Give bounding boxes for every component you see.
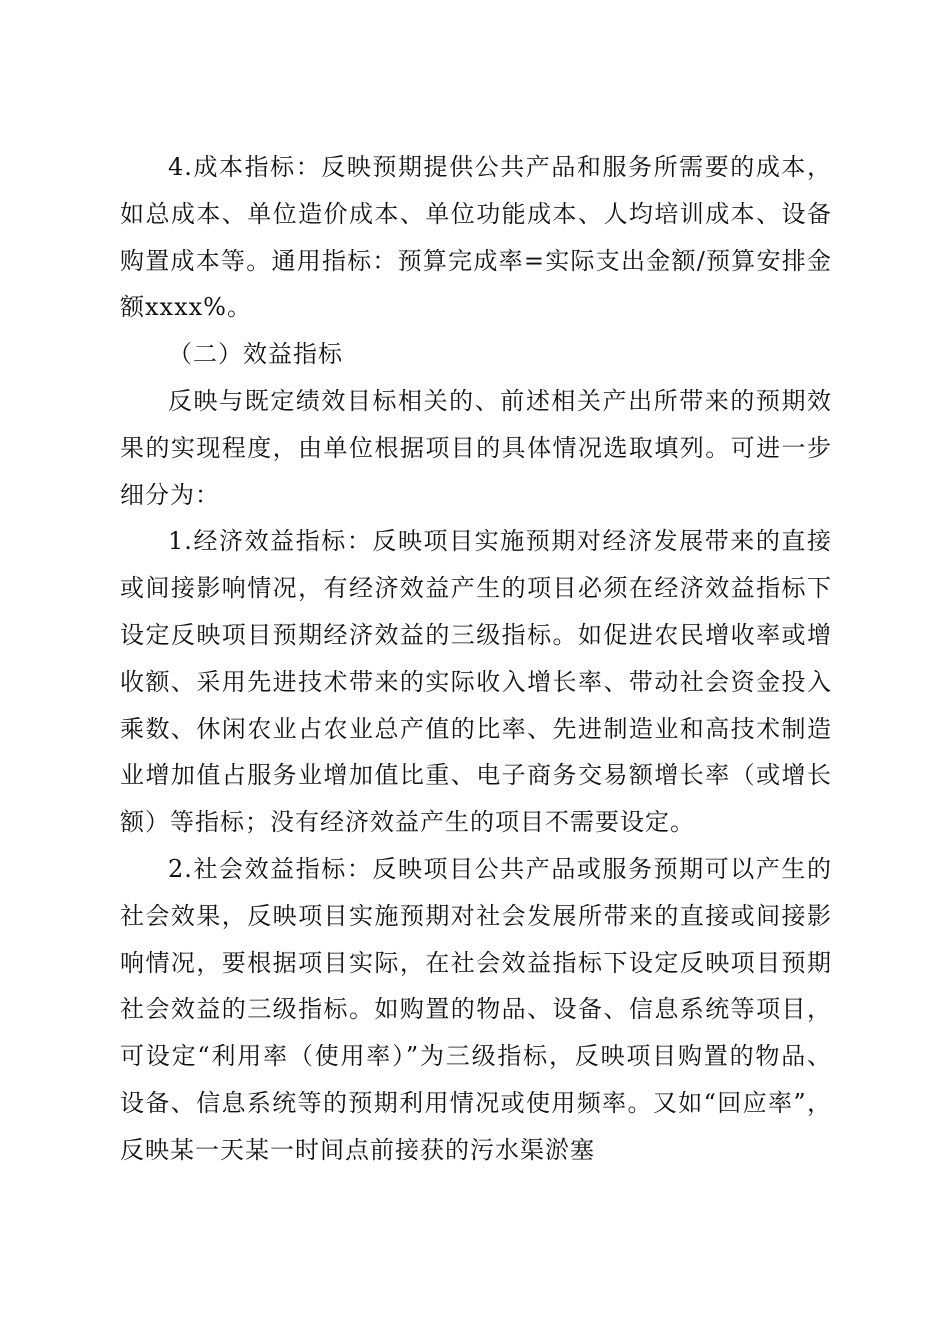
section-heading-benefit-indicators: （二）效益指标 xyxy=(168,340,343,369)
paragraph-benefit-intro: 反映与既定绩效目标相关的、前述相关产出所带来的预期效果的实现程度，由单位根据项目的具体情况选取填列。可进一步细分为： xyxy=(120,386,832,509)
document-body xyxy=(120,144,832,1174)
paragraph-cost-indicator: 4.成本指标：反映预期提供公共产品和服务所需要的成本，如总成本、单位造价成本、单位功能成本、人均培训成本、设备购置成本等。通用指标：预算完成率=实际支出金额/预算安排金额xxxx%。 xyxy=(120,153,832,322)
paragraph-social-benefit: 2.社会效益指标：反映项目公共产品或服务预期可以产生的社会效果，反映项目实施预期对社会发展所带来的直接或间接影响情况，要根据项目实际，在社会效益指标下设定反映项目预期社会效益的三级指标。如购置的物品、设备、信息系统等项目，可设定“利用率（使用率）”为三级指标，反映项目购置的物品、设备、信息系统等的预期利用情况或使用频率。又如“回应率”，反映某一天某一时间点前接获的污水渠淤塞 xyxy=(120,854,832,1164)
paragraph-economic-benefit: 1.经济效益指标：反映项目实施预期对经济发展带来的直接或间接影响情况，有经济效益产生的项目必须在经济效益指标下设定反映项目预期经济效益的三级指标。如促进农民增收率或增收额、采用先进技术带来的实际收入增长率、带动社会资金投入乘数、休闲农业占农业总产值的比率、先进制造业和高技术制造业增加值占服务业增加值比重、电子商务交易额增长率（或增长额）等指标；没有经济效益产生的项目不需要设定。 xyxy=(120,527,832,837)
